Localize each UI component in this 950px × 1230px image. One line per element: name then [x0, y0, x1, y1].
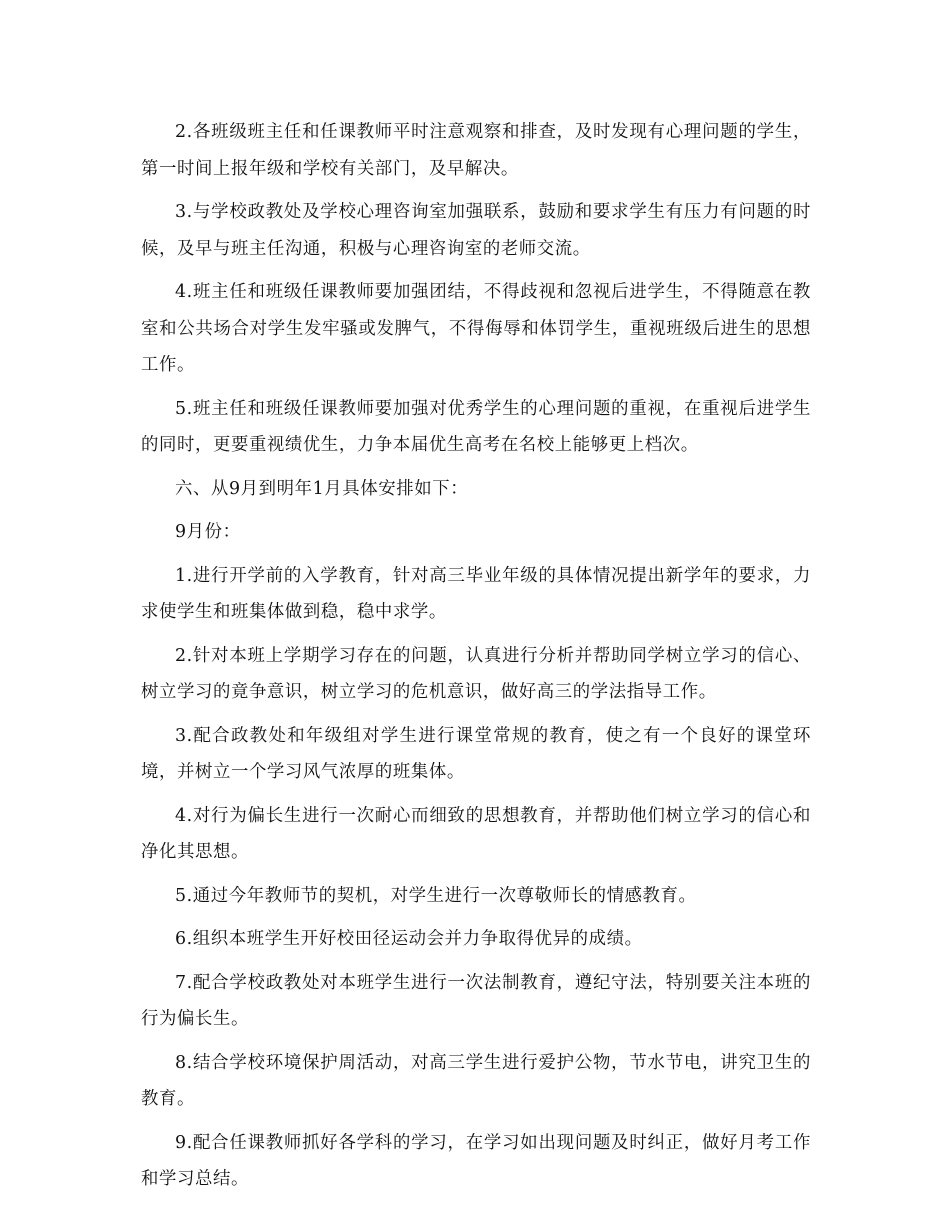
september-item-7: 7.配合学校政教处对本班学生进行一次法制教育，遵纪守法，特别要关注本班的行为偏长生。: [141, 972, 811, 1029]
september-item-9: 9.配合任课教师抓好各学科的学习，在学习如出现问题及时纠正，做好月考工作和学习总结。: [141, 1132, 811, 1189]
paragraph-item-3: 3.与学校政教处及学校心理咨询室加强联系，鼓励和要求学生有压力有问题的时候，及早与班主任沟通，积极与心理咨询室的老师交流。: [141, 202, 811, 259]
september-item-6: 6.组织本班学生开好校田径运动会并力争取得优异的成绩。: [175, 929, 643, 949]
paragraph-item-5: 5.班主任和班级任课教师要加强对优秀学生的心理问题的重视，在重视后进学生的同时，更要重视绩优生，力争本届优生高考在名校上能够更上档次。: [141, 398, 811, 455]
september-item-1: 1.进行开学前的入学教育，针对高三毕业年级的具体情况提出新学年的要求，力求使学生和班集体做到稳，稳中求学。: [141, 565, 811, 622]
september-item-4: 4.对行为偏长生进行一次耐心而细致的思想教育，并帮助他们树立学习的信心和净化其思想。: [141, 805, 811, 862]
section-heading-schedule: 六、从9月到明年1月具体安排如下：: [175, 478, 469, 499]
paragraph-item-2: 2.各班级班主任和任课教师平时注意观察和排查，及时发现有心理问题的学生，第一时间上报年级和学校有关部门，及早解决。: [141, 122, 811, 179]
september-item-5: 5.通过今年教师节的契机，对学生进行一次尊敬师长的情感教育。: [175, 885, 697, 906]
september-item-8: 8.结合学校环境保护周活动，对高三学生进行爱护公物，节水节电，讲究卫生的教育。: [141, 1052, 811, 1109]
september-item-3: 3.配合政教处和年级组对学生进行课堂常规的教育，使之有一个良好的课堂环境，并树立一个学习风气浓厚的班集体。: [141, 725, 811, 782]
month-heading-september: 9月份：: [175, 522, 241, 542]
paragraph-item-4: 4.班主任和班级任课教师要加强团结，不得歧视和忽视后进学生，不得随意在教室和公共场合对学生发牢骚或发脾气，不得侮辱和体罚学生，重视班级后进生的思想工作。: [141, 282, 811, 375]
document-body: [141, 114, 811, 1205]
september-item-2: 2.针对本班上学期学习存在的问题，认真进行分析并帮助同学树立学习的信心、树立学习的竟争意识，树立学习的危机意识，做好高三的学法指导工作。: [141, 645, 811, 702]
